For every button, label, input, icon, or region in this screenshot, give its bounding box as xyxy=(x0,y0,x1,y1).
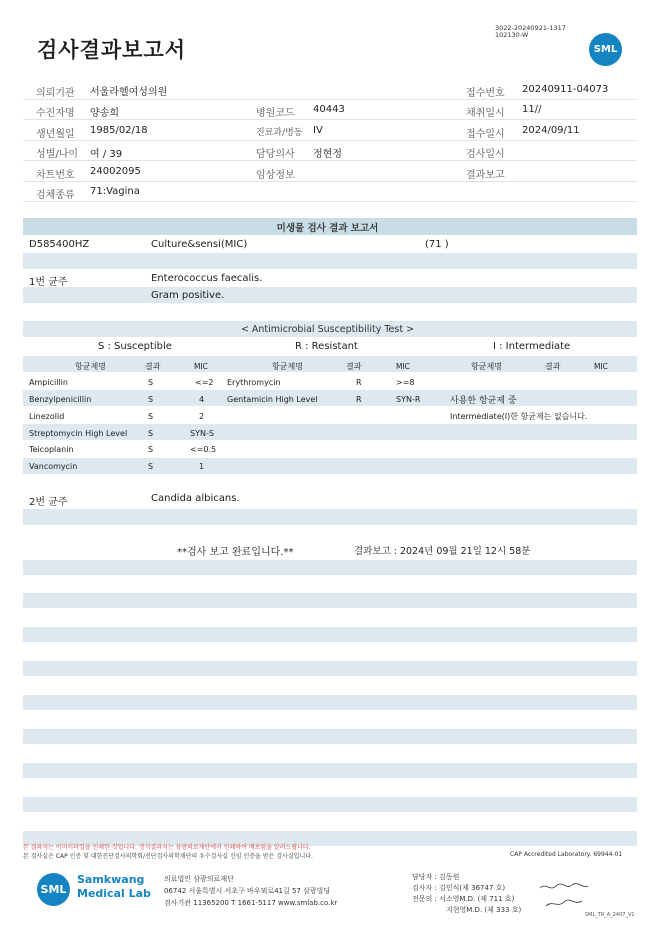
col-header-mic: MIC xyxy=(194,362,208,371)
result-report-label: 결과보고 xyxy=(466,170,505,181)
table-row-result: S xyxy=(148,395,154,404)
col-header-result: 결과 xyxy=(145,362,161,371)
collect-date-value: 11// xyxy=(522,104,542,115)
table-row-mic: 4 xyxy=(199,395,205,404)
table-row-result: S xyxy=(148,462,154,471)
specimen-label: 검체종류 xyxy=(36,190,75,201)
col-header-result: 결과 xyxy=(346,362,362,371)
col-header-drug: 항균제명 xyxy=(471,362,502,371)
col-header-drug: 항균제명 xyxy=(75,362,106,371)
organism-2-label: 2번 균주 xyxy=(29,497,68,508)
table-row-mic: SYN-R xyxy=(396,395,421,404)
table-row-drug: Gentamicin High Level xyxy=(227,395,318,404)
legend-resistant: R : Resistant xyxy=(295,341,358,352)
doctor-label: 담당의사 xyxy=(256,149,295,160)
specimen-value: 71:Vagina xyxy=(90,186,140,197)
table-row-drug: Teicoplanin xyxy=(29,445,74,454)
table-row-mic: 1 xyxy=(199,462,205,471)
test-number: (71 ) xyxy=(425,239,449,250)
table-row-drug: Streptomycin High Level xyxy=(29,429,128,438)
table-row-drug: Erythromycin xyxy=(227,378,281,387)
table-row-result: R xyxy=(356,378,362,387)
table-row-mic: SYN-S xyxy=(190,429,214,438)
hospital-code-label: 병원코드 xyxy=(256,108,295,119)
report-time: 결과보고 : 2024년 09월 21일 12시 58분 xyxy=(354,546,531,557)
receipt-no-label: 접수번호 xyxy=(466,88,505,99)
table-row-mic: 2 xyxy=(199,412,205,421)
cap-accreditation: CAP Accredited Laboratory. 69944-01 xyxy=(510,851,623,858)
section-title: 미생물 검사 결과 보고서 xyxy=(276,223,379,234)
table-row-drug: Vancomycin xyxy=(29,462,78,471)
test-date-label: 검사일시 xyxy=(466,149,505,160)
sex-age-label: 성별/나이 xyxy=(36,149,79,160)
col-header-mic: MIC xyxy=(594,362,608,371)
patient-name-label: 수진자명 xyxy=(36,108,75,119)
sex-age-value: 여 / 39 xyxy=(90,149,123,160)
page-title: 검사결과보고서 xyxy=(37,38,187,62)
doctor-value: 정현정 xyxy=(313,149,342,160)
table-row-result: S xyxy=(148,429,154,438)
table-row-drug: Benzylpenicillin xyxy=(29,395,92,404)
test-code: D585400HZ xyxy=(29,239,90,250)
institution-value: 서울라헬여성의원 xyxy=(90,87,168,98)
table-row-result: S xyxy=(148,378,154,387)
certification-notice: 본 검사실은 CAP 인증 및 대한진단검사의학회/진단검사의학재단의 우수검사실 신임 인증을 받은 검사실입니다. xyxy=(23,853,313,860)
receipt-no-value: 20240911-04073 xyxy=(522,84,609,95)
legend-susceptible: S : Susceptible xyxy=(98,341,172,352)
dept-label: 진료과/병동 xyxy=(256,128,303,138)
intermediate-note-2: Intermediate(I)한 항균제는 없습니다. xyxy=(450,412,588,421)
document-id: 3022-20240921-1317 102130-W xyxy=(495,24,566,39)
table-row-mic: <=0.5 xyxy=(190,445,217,454)
legend-intermediate: I : Intermediate xyxy=(493,341,571,352)
report-complete-text: **검사 보고 완료입니다.** xyxy=(177,547,294,558)
table-row-mic: >=8 xyxy=(396,378,415,387)
organism-1-label: 1번 균주 xyxy=(29,277,68,288)
ast-title: < Antimicrobial Susceptibility Test > xyxy=(240,324,415,335)
receipt-date-label: 접수일시 xyxy=(466,129,505,140)
patient-name-value: 양송희 xyxy=(90,108,119,119)
sml-logo-icon: SML xyxy=(37,873,70,906)
organism-1-name: Enterococcus faecalis. xyxy=(151,273,263,284)
image-notice: 본 결과지는 이미지파일을 인쇄한 것입니다. 정식결과지는 삼광의료재단에서 인쇄하여 배포됨을 알려드립니다. xyxy=(23,844,311,851)
table-row-drug: Linezolid xyxy=(29,412,65,421)
col-header-drug: 항균제명 xyxy=(272,362,303,371)
chart-value: 24002095 xyxy=(90,166,141,177)
clinical-label: 임상정보 xyxy=(256,170,295,181)
collect-date-label: 채취일시 xyxy=(466,108,505,119)
signature-image xyxy=(538,880,598,912)
chart-label: 차트번호 xyxy=(36,170,75,181)
hospital-code-value: 40443 xyxy=(313,104,345,115)
birth-value: 1985/02/18 xyxy=(90,125,148,136)
sml-logo-icon: SML xyxy=(589,33,622,66)
table-row-result: S xyxy=(148,412,154,421)
table-row-mic: <=2 xyxy=(195,378,214,387)
organism-2-name: Candida albicans. xyxy=(151,493,240,504)
test-name: Culture&sensi(MIC) xyxy=(151,239,248,250)
col-header-mic: MIC xyxy=(396,362,410,371)
institution-label: 의뢰기관 xyxy=(36,88,75,99)
col-header-result: 결과 xyxy=(545,362,561,371)
company-info: 의료법인 삼광의료재단 06742 서울특별시 서초구 바우뫼로41길 57 삼광빌딩 검사기관 11365200 T 1661-5117 www.smlab.co.kr xyxy=(164,875,338,907)
dept-value: IV xyxy=(313,125,323,136)
receipt-date-value: 2024/09/11 xyxy=(522,125,580,136)
brand-name: Samkwang Medical Lab xyxy=(77,873,151,900)
organism-1-gram: Gram positive. xyxy=(151,290,225,301)
intermediate-note-1: 사용한 항균제 중 xyxy=(450,396,517,406)
table-row-result: R xyxy=(356,395,362,404)
staff-info: 담당자 : 김동원 검사자 : 김민식(제 36747 호) 전문의 : 서소영M.D. (제 711 호) 지현영M.D. (제 333 호) xyxy=(412,873,522,914)
form-code: SML_TR_A_2407_V1 xyxy=(585,912,635,918)
birth-label: 생년월일 xyxy=(36,129,75,140)
table-row-result: S xyxy=(148,445,154,454)
table-row-drug: Ampicillin xyxy=(29,378,68,387)
